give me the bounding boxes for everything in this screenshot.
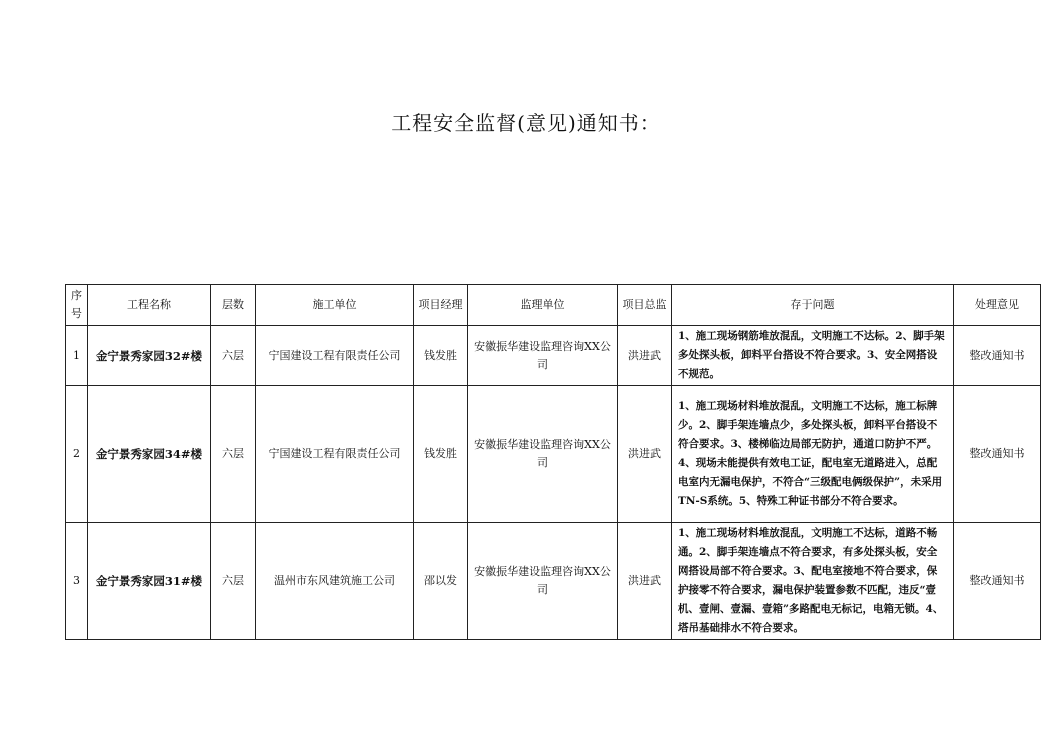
row-contractor: 宁国建设工程有限责任公司 bbox=[256, 386, 414, 523]
header-issues: 存于问题 bbox=[672, 285, 954, 326]
row-floors: 六层 bbox=[211, 326, 256, 386]
row-issues: 1、施工现场材料堆放混乱，文明施工不达标，施工标牌少。2、脚手架连墙点少，多处探头板，卸料平台搭设不符合要求。3、楼梯临边局部无防护，通道口防护不严。4、现场未能提供有效电工证，配电室无道路进入，总配电室内无漏电保护，不符合“三级配电俩级保护”，未采用TN-S系统。5、特殊工种证书部分不符合要求。 bbox=[672, 386, 954, 523]
row-seq: 2 bbox=[66, 386, 88, 523]
row-supervisor-unit: 安徽振华建设监理咨询XX公司 bbox=[468, 523, 618, 640]
row-project-name: 金宁景秀家园34#楼 bbox=[88, 386, 211, 523]
row-floors: 六层 bbox=[211, 386, 256, 523]
header-chief-supervisor: 项目总监 bbox=[618, 285, 672, 326]
row-supervisor-unit: 安徽振华建设监理咨询XX公司 bbox=[468, 386, 618, 523]
header-supervisor-unit: 监理单位 bbox=[468, 285, 618, 326]
row-action: 整改通知书 bbox=[954, 326, 1041, 386]
table-row bbox=[66, 523, 1041, 640]
row-chief-supervisor: 洪进武 bbox=[618, 523, 672, 640]
header-project-name: 工程名称 bbox=[88, 285, 211, 326]
document-title: 工程安全监督(意见)通知书： bbox=[391, 111, 661, 136]
row-action: 整改通知书 bbox=[954, 386, 1041, 523]
header-floors: 层数 bbox=[211, 285, 256, 326]
row-project-name: 金宁景秀家园31#楼 bbox=[88, 523, 211, 640]
row-seq: 3 bbox=[66, 523, 88, 640]
row-project-manager: 钱发胜 bbox=[414, 326, 468, 386]
row-issues: 1、施工现场材料堆放混乱，文明施工不达标，道路不畅通。2、脚手架连墙点不符合要求，有多处探头板，安全网搭设局部不符合要求。3、配电室接地不符合要求，保护接零不符合要求，漏电保护装置参数不匹配，违反“壹机、壹闸、壹漏、壹箱”多路配电无标记，电箱无锁。4、塔吊基础排水不符合要求。 bbox=[672, 523, 954, 640]
notice-table bbox=[65, 284, 1041, 640]
row-floors: 六层 bbox=[211, 523, 256, 640]
row-project-name: 金宁景秀家园32#楼 bbox=[88, 326, 211, 386]
header-action: 处理意见 bbox=[954, 285, 1041, 326]
header-project-manager: 项目经理 bbox=[414, 285, 468, 326]
row-project-manager: 邵以发 bbox=[414, 523, 468, 640]
header-contractor: 施工单位 bbox=[256, 285, 414, 326]
table-row bbox=[66, 326, 1041, 386]
row-seq: 1 bbox=[66, 326, 88, 386]
table-row bbox=[66, 386, 1041, 523]
row-contractor: 宁国建设工程有限责任公司 bbox=[256, 326, 414, 386]
header-seq: 序号 bbox=[66, 285, 88, 326]
row-action: 整改通知书 bbox=[954, 523, 1041, 640]
row-contractor: 温州市东风建筑施工公司 bbox=[256, 523, 414, 640]
row-chief-supervisor: 洪进武 bbox=[618, 326, 672, 386]
row-supervisor-unit: 安徽振华建设监理咨询XX公司 bbox=[468, 326, 618, 386]
table-header-row bbox=[66, 285, 1041, 326]
row-project-manager: 钱发胜 bbox=[414, 386, 468, 523]
row-issues: 1、施工现场钢筋堆放混乱，文明施工不达标。2、脚手架多处探头板，卸料平台搭设不符合要求。3、安全网搭设不规范。 bbox=[672, 326, 954, 386]
row-chief-supervisor: 洪进武 bbox=[618, 386, 672, 523]
